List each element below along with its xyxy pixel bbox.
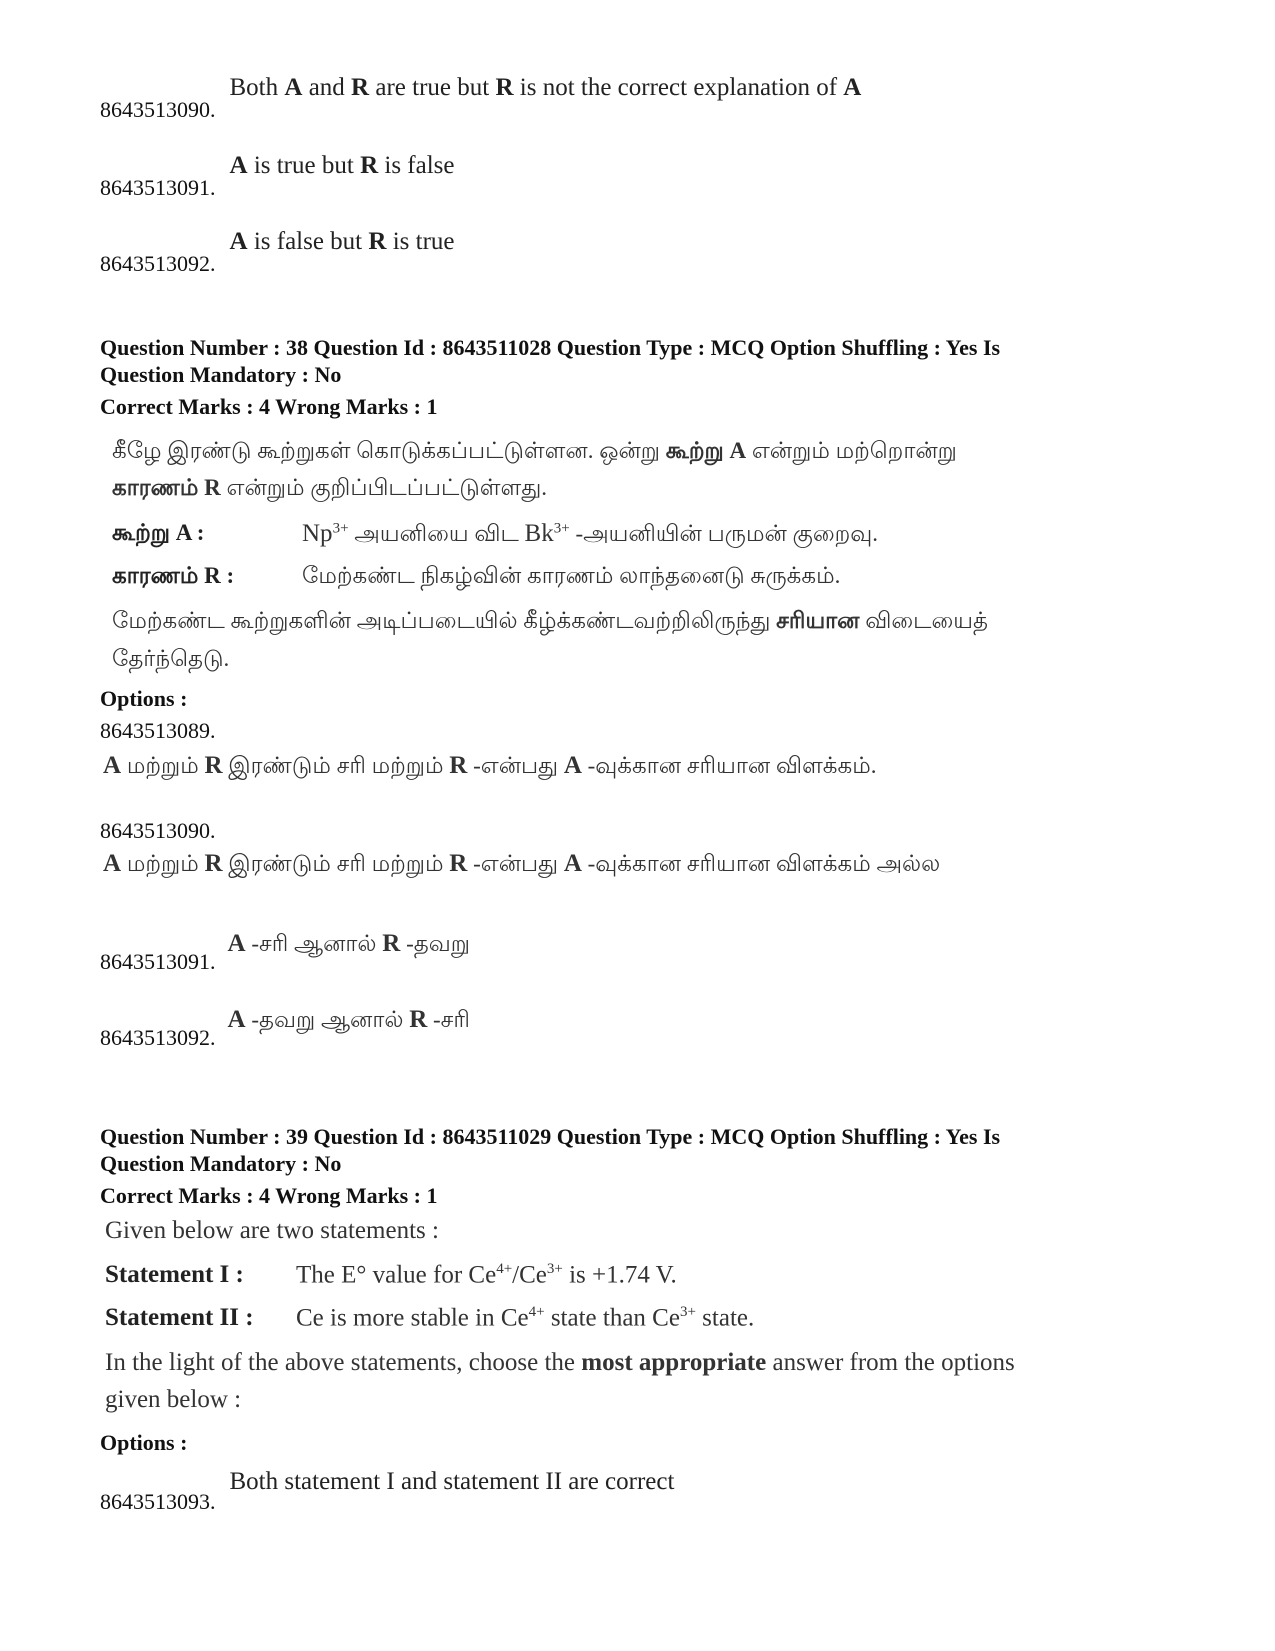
option-id: 8643513090. [100, 97, 216, 122]
option-text: A is true but R is false [229, 152, 455, 179]
assertion-text: $Np^{3+}$ அயனியை விட $Bk^{3+}$ -அயனியின் பருமன் குறைவு. [302, 520, 879, 547]
question-header-line: Question Number : 39 Question Id : 8643511029 Question Type : MCQ Option Shuffling : Yes Is [100, 1124, 1001, 1149]
options-label: Options : [100, 1430, 188, 1455]
question-header-38 [100, 334, 1180, 420]
option-text: A மற்றும் R இரண்டும் சரி மற்றும் R -என்பது A -வுக்கான சரியான விளக்கம். [103, 752, 877, 779]
instruction-line: மேற்கண்ட கூற்றுகளின் அடிப்படையில் கீழ்க்கண்டவற்றிலிருந்து சரியான விடையைத் [112, 608, 988, 633]
question-intro-line: கீழே இரண்டு கூற்றுகள் கொடுக்கப்பட்டுள்ளன. ஒன்று கூற்று A என்றும் மற்றொன்று [112, 438, 957, 463]
question-header-line: Question Mandatory : No [100, 362, 342, 387]
instruction-line: தேர்ந்தெடு. [112, 646, 230, 671]
option-text: A மற்றும் R இரண்டும் சரி மற்றும் R -என்பது A -வுக்கான சரியான விளக்கம் அல்ல [103, 850, 941, 877]
question-header-line: Question Mandatory : No [100, 1151, 342, 1176]
reason-label: காரணம் R : [112, 563, 235, 588]
option-text: Both statement I and statement II are correct [229, 1468, 675, 1495]
option-row [100, 74, 862, 122]
question-header-line: Question Number : 38 Question Id : 8643511028 Question Type : MCQ Option Shuffling : Yes Is [100, 335, 1001, 360]
instruction-line: In the light of the above statements, choose the most appropriate answer from the options [105, 1349, 1015, 1376]
option-row [100, 152, 455, 200]
option-id: 8643513090. [100, 818, 216, 843]
reason-text: மேற்கண்ட நிகழ்வின் காரணம் லாந்தனைடு சுருக்கம். [302, 563, 841, 588]
option-id: 8643513091. [100, 175, 216, 200]
question-intro: Given below are two statements : [105, 1217, 439, 1244]
statement-2-label: Statement II : [105, 1304, 254, 1331]
option-id: 8643513092. [100, 1025, 216, 1050]
option-text: A -தவறு ஆனால் R -சரி [227, 1006, 470, 1033]
question-marks: Correct Marks : 4 Wrong Marks : 1 [100, 1183, 438, 1208]
statement-1-label: Statement I : [105, 1261, 244, 1288]
option-row [100, 1006, 470, 1054]
option-row [100, 228, 455, 276]
instruction-line: given below : [105, 1386, 242, 1413]
option-row [100, 930, 470, 978]
option-id: 8643513089. [100, 718, 216, 743]
option-id: 8643513092. [100, 251, 216, 276]
assertion-label: கூற்று A : [112, 520, 205, 545]
option-text: A is false but R is true [229, 228, 455, 255]
question-header-39 [100, 1123, 1180, 1209]
options-label: Options : [100, 686, 188, 711]
option-text: Both A and R are true but R is not the correct explanation of A [229, 74, 862, 101]
option-id: 8643513093. [100, 1489, 216, 1514]
statement-2-text: Ce is more stable in $Ce^{4+}$ state than $Ce^{3+}$ state. [296, 1304, 755, 1332]
statement-1-text: The E° value for $Ce^{4+}/Ce^{3+}$ is +1.74 V. [296, 1261, 677, 1289]
option-id: 8643513091. [100, 949, 216, 974]
question-intro-line: காரணம் R என்றும் குறிப்பிடப்பட்டுள்ளது. [112, 475, 548, 500]
option-text: A -சரி ஆனால் R -தவறு [227, 930, 470, 957]
option-row [100, 1468, 675, 1516]
question-marks: Correct Marks : 4 Wrong Marks : 1 [100, 394, 438, 419]
